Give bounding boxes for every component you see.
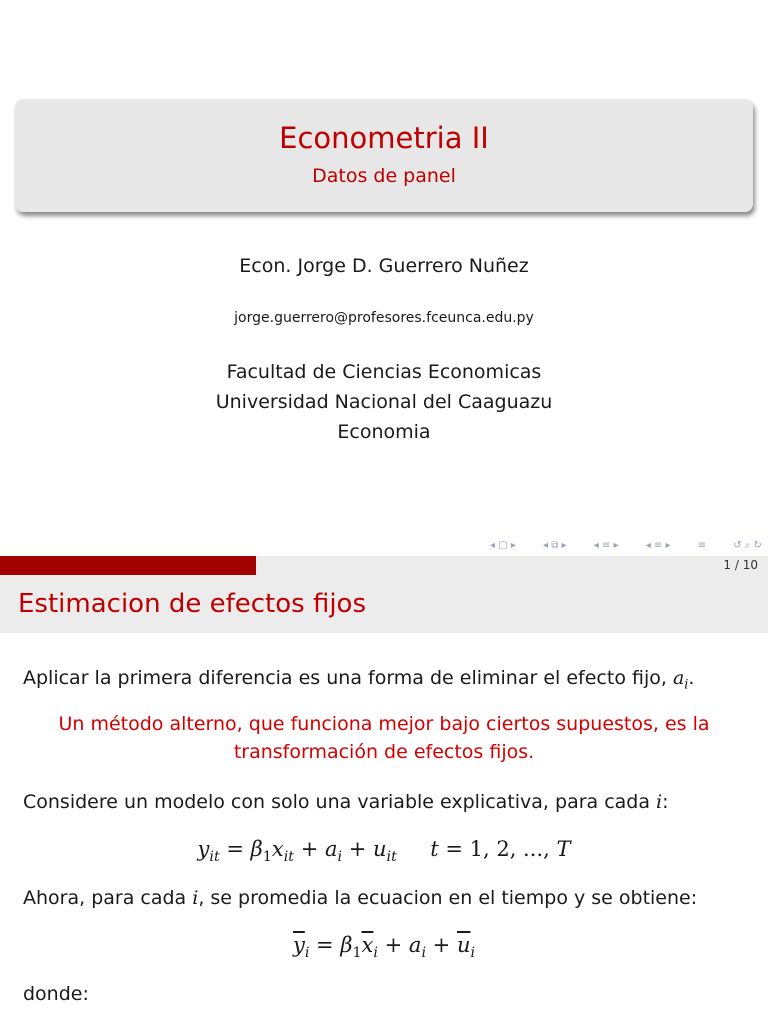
math-var-i: i	[656, 791, 663, 813]
author-email: jorge.guerrero@profesores.fceunca.edu.py	[234, 310, 534, 326]
equation-model: $y_{it} = \beta_1x_{it} + a_i + u_{it}$ t = 1, 2, ..., T	[197, 837, 571, 865]
nav-section-icon[interactable]: ◂ ≡ ▸	[593, 539, 619, 551]
paragraph-model: Considere un modelo con solo una variable explicativa, para cada i:	[23, 791, 669, 813]
progress-bar	[0, 556, 768, 575]
paragraph-first-difference: Aplicar la primera diferencia es una forma de eliminar el efecto fijo, $a_i$.	[23, 667, 695, 693]
equation-average: $\overline{y}_i = \beta_1\overline{x}_i + a_i + \overline{u}_i$	[292, 933, 476, 961]
beamer-navigation	[490, 538, 762, 552]
presentation-title: Econometria II	[279, 121, 489, 155]
nav-back-icon[interactable]: ≡	[697, 539, 707, 551]
frame-title: Estimacion de efectos fijos	[18, 589, 366, 619]
institution-line-2: Universidad Nacional del Caaguazu	[215, 391, 553, 413]
math-var-a: $a_i$	[672, 667, 689, 693]
paragraph-where: donde:	[23, 983, 89, 1005]
alert-block: Un método alterno, que funciona mejor bajo ciertos supuestos, es la transformación de efectos fijos.	[58, 713, 710, 763]
math-var-i: i	[192, 887, 199, 909]
institution-line-3: Economia	[337, 421, 431, 443]
institution-line-1: Facultad de Ciencias Economicas	[226, 361, 542, 383]
nav-frame-icon[interactable]: ◂ ▢ ▸	[490, 539, 516, 551]
nav-search-icon[interactable]: ↺ ⌕ ↻	[733, 539, 762, 551]
paragraph-text: Aplicar la primera diferencia es una forma de eliminar el efecto fijo,	[23, 667, 667, 689]
page-number: 1 / 10	[723, 558, 758, 572]
nav-subsection-icon[interactable]: ◂ ⧉ ▸	[543, 539, 567, 551]
nav-toc-icon[interactable]: ◂ ≡ ▸	[645, 539, 671, 551]
frame-title-bar	[0, 575, 768, 633]
paragraph-text: Considere un modelo con solo una variable explicativa, para cada	[23, 791, 650, 813]
paragraph-text: Ahora, para cada	[23, 887, 187, 909]
paragraph-average	[23, 886, 697, 910]
paragraph-text: , se promedia la ecuacion en el tiempo y se obtiene:	[198, 887, 698, 909]
presentation-subtitle: Datos de panel	[312, 165, 456, 187]
title-box	[15, 99, 753, 212]
author-name: Econ. Jorge D. Guerrero Nuñez	[239, 255, 529, 277]
progress-fill	[0, 556, 256, 575]
